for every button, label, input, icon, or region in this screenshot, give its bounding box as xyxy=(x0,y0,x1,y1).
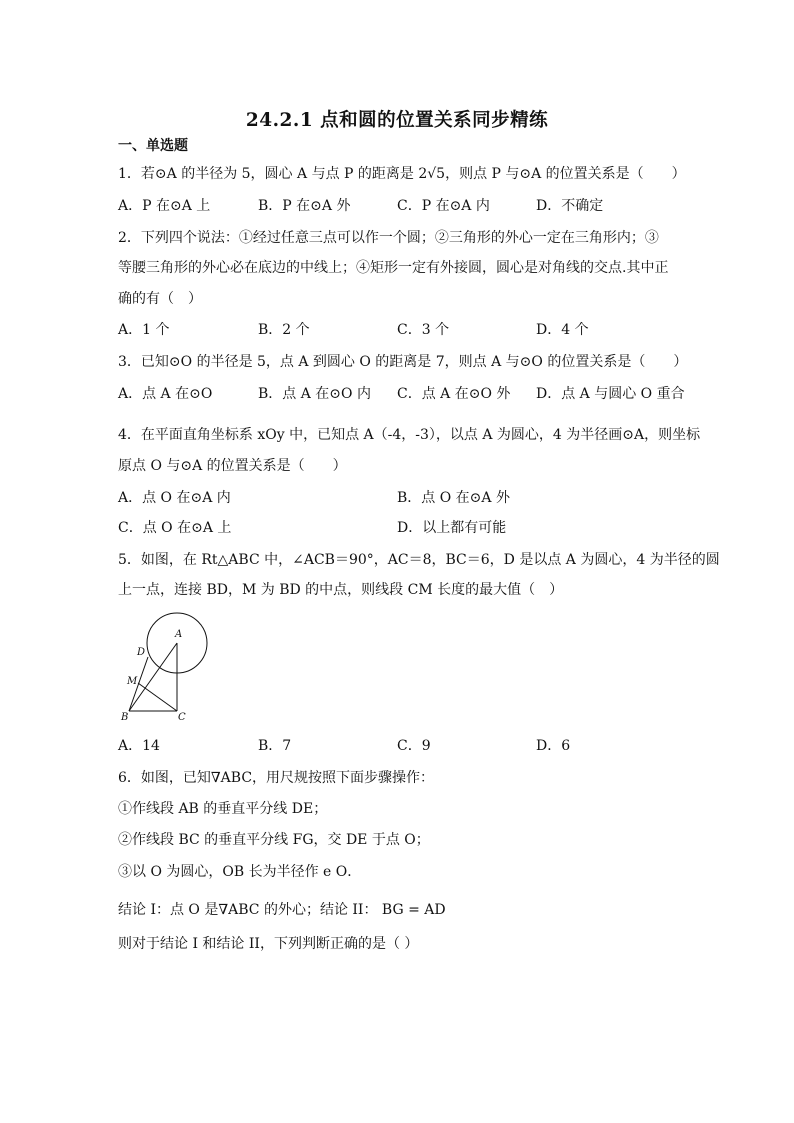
q6-question: 则对于结论 I 和结论 II，下列判断正确的是（ ） xyxy=(118,936,419,952)
q3-stem: 3．已知⊙O 的半径是 5，点 A 到圆心 O 的距离是 7，则点 A 与⊙O 的位置关系是（ ） xyxy=(118,354,688,370)
q5-option-d[interactable]: D．6 xyxy=(536,738,571,754)
q6-step-1: ①作线段 AB 的垂直平分线 DE； xyxy=(118,801,328,817)
q5-line-2: 上一点，连接 BD，M 为 BD 的中点，则线段 CM 长度的最大值（ ） xyxy=(118,582,564,598)
q2-option-c[interactable]: C．3 个 xyxy=(397,322,450,338)
q4-option-d[interactable]: D．以上都有可能 xyxy=(397,520,507,536)
page-title: 24.2.1 点和圆的位置关系同步精练 xyxy=(245,110,549,131)
label-c: C xyxy=(178,712,186,723)
q3-option-b[interactable]: B．点 A 在⊙O 内 xyxy=(258,386,371,402)
q4-line-2: 原点 O 与⊙A 的位置关系是（ ） xyxy=(118,458,347,474)
q4-line-1: 4．在平面直角坐标系 xOy 中，已知点 A（-4，-3），以点 A 为圆心，4 为半径画⊙A，则坐标 xyxy=(118,427,701,443)
label-d: D xyxy=(137,647,146,658)
q6-step-3: ③以 O 为圆心，OB 长为半径作 e O． xyxy=(118,864,362,880)
q1-option-d[interactable]: D．不确定 xyxy=(536,198,604,214)
q1-option-a[interactable]: A．P 在⊙A 上 xyxy=(118,198,211,214)
q2-option-d[interactable]: D．4 个 xyxy=(536,322,589,338)
q2-line-2: 等腰三角形的外心必在底边的中线上；④矩形一定有外接圆，圆心是对角线的交点.其中正 xyxy=(118,260,669,276)
label-b: B xyxy=(121,712,129,723)
q4-option-c[interactable]: C．点 O 在⊙A 上 xyxy=(118,520,232,536)
q2-option-b[interactable]: B．2 个 xyxy=(258,322,310,338)
q5-option-a[interactable]: A．14 xyxy=(118,738,160,754)
label-m: M xyxy=(127,676,138,687)
q2-line-3: 确的有（ ） xyxy=(118,291,202,307)
q6-conclusions: 结论 I：点 O 是∇ABC 的外心；结论 II： BG = AD xyxy=(118,902,446,918)
q4-option-a[interactable]: A．点 O 在⊙A 内 xyxy=(118,490,231,506)
q2-option-a[interactable]: A．1 个 xyxy=(118,322,170,338)
section-heading: 一、单选题 xyxy=(118,138,188,154)
q2-line-1: 2．下列四个说法：①经过任意三点可以作一个圆；②三角形的外心一定在三角形内；③ xyxy=(118,230,659,246)
segment-cm xyxy=(138,683,177,711)
q5-option-c[interactable]: C．9 xyxy=(397,738,431,754)
q4-option-b[interactable]: B．点 O 在⊙A 外 xyxy=(397,490,510,506)
q5-geometry-figure xyxy=(118,612,218,728)
q5-option-b[interactable]: B．7 xyxy=(258,738,292,754)
q3-option-c[interactable]: C．点 A 在⊙O 外 xyxy=(397,386,511,402)
q3-option-a[interactable]: A．点 A 在⊙O xyxy=(118,386,213,402)
q1-stem: 1．若⊙A 的半径为 5，圆心 A 与点 P 的距离是 2√5，则点 P 与⊙A 的位置关系是（ ） xyxy=(118,166,686,182)
q6-line-1: 6．如图，已知∇ABC，用尺规按照下面步骤操作： xyxy=(118,770,435,786)
q6-step-2: ②作线段 BC 的垂直平分线 FG，交 DE 于点 O； xyxy=(118,832,430,848)
q1-option-c[interactable]: C．P 在⊙A 内 xyxy=(397,198,490,214)
label-a: A xyxy=(175,629,183,640)
q1-option-b[interactable]: B．P 在⊙A 外 xyxy=(258,198,351,214)
q3-option-d[interactable]: D．点 A 与圆心 O 重合 xyxy=(536,386,685,402)
q5-line-1: 5．如图，在 Rt△ABC 中，∠ACB＝90°，AC＝8，BC＝6，D 是以点 A 为圆心，4 为半径的圆 xyxy=(118,552,720,568)
